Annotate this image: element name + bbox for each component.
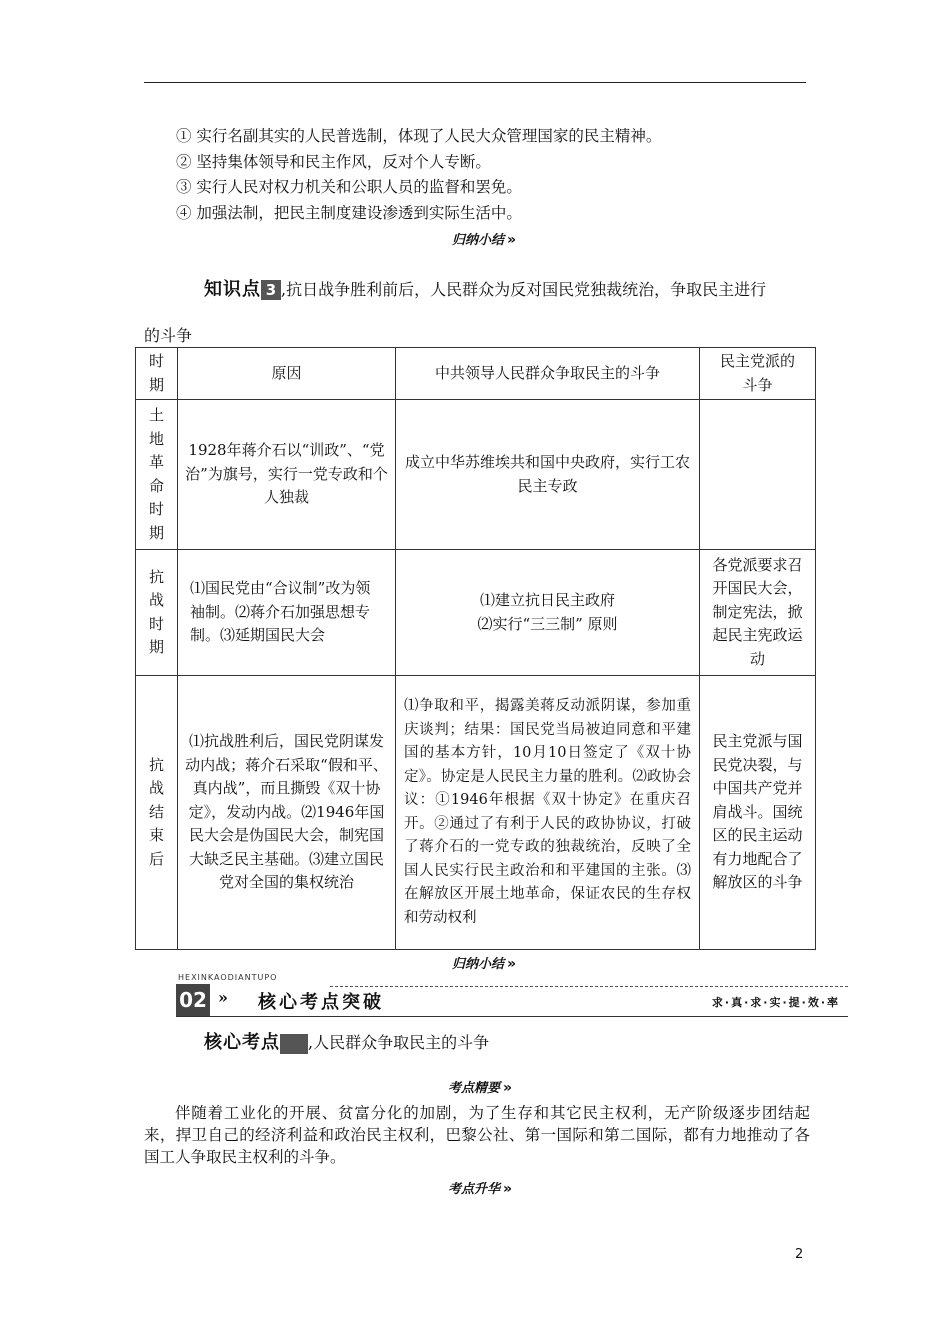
header-reason: 原因 — [178, 348, 396, 400]
summary-heading: 归纳小结 » — [452, 956, 517, 972]
double-chevron-icon: » — [507, 232, 517, 248]
parties-cell: 民主党派与国民党决裂，与中国共产党并肩战斗。国统区的民主运动有力地配合了解放区的斗争 — [700, 676, 816, 950]
double-chevron-icon: » — [507, 956, 517, 972]
knowledge-point-heading — [204, 275, 766, 301]
cpc-cell: ⑴建立抗日民主政府 ⑵实行“三三制” 原则 — [396, 550, 700, 676]
list-item: ③ 实行人民对权力机关和公职人员的监督和罢免。 — [176, 178, 522, 196]
header-rule — [144, 82, 806, 83]
core-point-title: ,人民群众争取民主的斗争 — [308, 1033, 490, 1052]
section-title: 核心考点突破 — [258, 992, 384, 1013]
double-chevron-icon: » — [503, 1080, 513, 1096]
core-point-label: 核心考点 — [204, 1032, 280, 1053]
reason-cell: ⑴抗战胜利后，国民党阴谋发动内战；蒋介石采取“假和平、真内战”，而且撕毁《双十协定》，发动内战。⑵1946年国民大会是伪国民大会，制宪国大缺乏民主基础。⑶建立国民党对全国的集权统治 — [178, 676, 396, 950]
reason-cell: 1928年蒋介石以“训政”、“党治”为旗号，实行一党专政和个人独裁 — [178, 400, 396, 550]
core-point-box — [280, 1034, 308, 1054]
double-chevron-icon: » — [503, 1181, 513, 1197]
table-row — [136, 400, 816, 550]
cpc-cell: ⑴争取和平，揭露美蒋反动派阴谋，参加重庆谈判；结果：国民党当局被迫同意和平建国的基本方针，10月10日签定了《双十协定》。协定是人民民主力量的胜利。⑵政协会议：①1946年根据《双十协定》在重庆召开。②通过了有利于人民的政协协议，打破了蒋介石的一党专政的独裁统治，反映了全国人民实行民主政治和和平建国的主张。⑶在解放区开展土地革命，保证农民的生存权和劳动权利 — [396, 676, 700, 950]
knowledge-point-number: 3 — [261, 280, 281, 300]
parties-cell — [700, 400, 816, 550]
knowledge-point-title-cont: 的斗争 — [144, 326, 193, 345]
period-cell: 土 地 革 命 时 期 — [136, 400, 178, 550]
knowledge-point-title: ,抗日战争胜利前后，人民群众为反对国民党独裁统治，争取民主进行 — [281, 280, 767, 299]
essence-heading: 考点精要 » — [448, 1080, 513, 1096]
period-cell: 抗 战 时 期 — [136, 550, 178, 676]
core-point-heading — [204, 1028, 489, 1054]
section-number: 02 — [176, 984, 210, 1016]
history-table — [135, 347, 816, 950]
table-header-row — [136, 348, 816, 400]
period-cell: 抗 战 结 束 后 — [136, 676, 178, 950]
header-parties: 民主党派的斗争 — [700, 348, 816, 400]
header-period: 时期 — [136, 348, 178, 400]
section-banner — [176, 984, 848, 1016]
upgrade-heading: 考点升华 » — [448, 1181, 513, 1197]
list-item: ② 坚持集体领导和民主作风，反对个人专断。 — [176, 153, 491, 171]
knowledge-point-label: 知识点 — [204, 279, 261, 300]
table-row — [136, 676, 816, 950]
table-row — [136, 550, 816, 676]
essence-paragraph: 伴随着工业化的开展、贫富分化的加剧，为了生存和其它民主权利，无产阶级逐步团结起来，捍卫自己的经济利益和政治民主权利，巴黎公社、第一国际和第二国际，都有力地推动了各国工人争取民主权利的斗争。 — [144, 1104, 810, 1166]
section-underline — [176, 1016, 848, 1017]
header-cpc: 中共领导人民群众争取民主的斗争 — [396, 348, 700, 400]
page-number: 2 — [795, 1247, 804, 1262]
summary-heading: 归纳小结 » — [452, 232, 517, 248]
reason-cell: ⑴国民党由“合议制”改为领袖制。⑵蒋介石加强思想专制。⑶延期国民大会 — [178, 550, 396, 676]
parties-cell: 各党派要求召开国民大会，制定宪法，掀起民主宪政运动 — [700, 550, 816, 676]
section-arrow-icon: » — [218, 988, 228, 1007]
section-pinyin: HEXINKAODIANTUPO — [178, 973, 278, 982]
list-item: ④ 加强法制，把民主制度建设渗透到实际生活中。 — [176, 204, 522, 222]
list-item: ① 实行名副其实的人民普选制，体现了人民大众管理国家的民主精神。 — [176, 127, 662, 145]
cpc-cell: 成立中华苏维埃共和国中央政府，实行工农民主专政 — [396, 400, 700, 550]
section-tagline: 求·真·求·实·提·效·率 — [711, 996, 840, 1009]
